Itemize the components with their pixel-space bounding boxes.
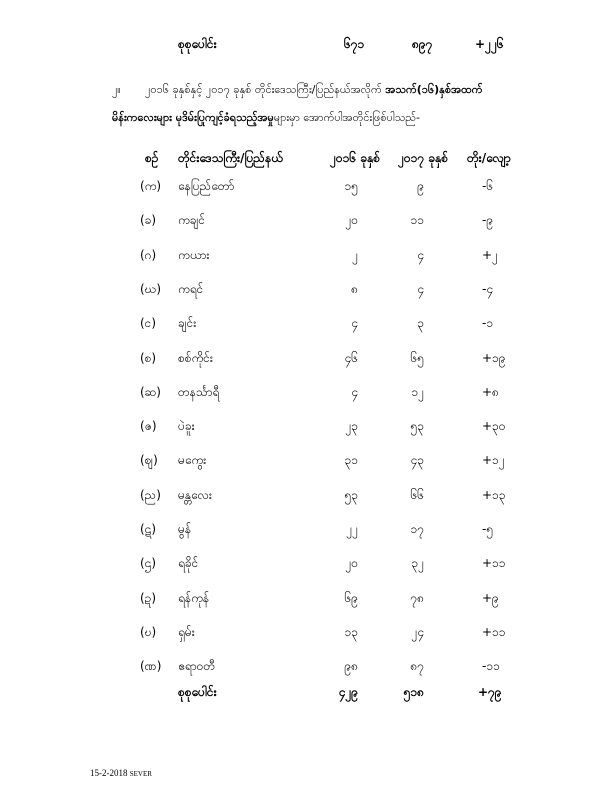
row-region: မန္တလေး [178, 488, 212, 502]
row-region: ရှမ်း [178, 625, 195, 639]
row-2017: ၆၆ [410, 488, 424, 502]
row-2017: ၄ [417, 248, 424, 262]
row-number: (ဏ) [140, 659, 162, 673]
row-2017: ၃၂ [411, 556, 424, 570]
row-2016: ၁၅ [344, 179, 358, 193]
row-2016: ၅၃ [344, 488, 358, 502]
row-2016: ၄ [351, 316, 358, 330]
header-no: စဉ် [145, 151, 159, 165]
row-2016: ၃၁ [344, 453, 358, 467]
row-number: (ဋ) [140, 522, 157, 536]
total-change: +၇၉ [478, 685, 502, 699]
top-total-2016: ၆၇၁ [344, 37, 365, 51]
footer [90, 768, 152, 778]
header-change: တိုး/လျော့ [467, 151, 511, 165]
header-region: တိုင်းဒေသကြီး/ပြည်နယ် [178, 151, 283, 165]
row-region: နေပြည်တော် [178, 179, 235, 193]
section-line1-normal: ၂၀၁၆ ခုနှစ်နှင့် ၂၀၁၇ ခုနှစ် တိုင်းဒေသကြီး/ပြည်နယ်အလိုက် [145, 83, 382, 96]
row-2016: ၈ [351, 282, 358, 296]
row-change: +၈ [482, 385, 499, 399]
section-line1 [145, 83, 483, 99]
row-2017: ၉ [417, 179, 424, 193]
row-number: (ဂ) [140, 248, 157, 262]
row-2016: ၂၃ [345, 419, 358, 433]
row-region: ကယား [178, 248, 210, 262]
row-number: (င) [140, 316, 157, 330]
row-change: -၁၁ [482, 659, 500, 673]
row-2017: ၁၁ [410, 213, 424, 227]
row-number: (ဌ) [140, 556, 157, 570]
row-change: +၉ [482, 591, 499, 605]
row-region: မွန် [178, 522, 192, 536]
row-2017: ၆၅ [410, 351, 424, 365]
row-number: (ဇ) [140, 419, 157, 433]
row-region: ရန်ကုန် [178, 591, 210, 605]
top-total-change: +၂၂၆ [475, 37, 504, 51]
row-2016: ၂၀ [345, 556, 358, 570]
row-2017: ၄ [417, 282, 424, 296]
row-region: တနင်္သာရီ [178, 385, 220, 399]
row-region: ချင်း [178, 316, 197, 330]
row-number: (ခ) [140, 213, 157, 227]
row-number: (ဃ) [140, 282, 162, 296]
row-2016: ၄ [351, 385, 358, 399]
total-2017: ၅၁၈ [403, 685, 424, 699]
top-total-2017: ၈၉၇ [412, 37, 433, 51]
header-2016: ၂၀၁၆ ခုနှစ် [330, 151, 381, 165]
total-2016: ၄၂၉ [338, 685, 358, 699]
row-2016: ၂ [352, 248, 358, 262]
row-change: +၁၉ [482, 351, 506, 365]
row-2016: ၄၆ [344, 351, 358, 365]
row-change: -၆ [482, 179, 494, 193]
row-change: +၂ [482, 248, 498, 262]
row-number: (ဍ) [140, 591, 157, 605]
header-2017: ၂၀၁၇ ခုနှစ် [398, 151, 449, 165]
row-region: မကွေး [178, 453, 207, 467]
total-label: စုစုပေါင်း [178, 685, 217, 699]
row-2016: ၁၃ [344, 625, 358, 639]
row-change: +၃၀ [482, 419, 506, 433]
row-2017: ၁၂ [411, 385, 424, 399]
row-number: (ဈ) [140, 453, 158, 467]
row-region: ရခိုင် [178, 556, 199, 570]
row-2017: ၁၇ [410, 522, 424, 536]
row-change: -၅ [482, 522, 494, 536]
row-2017: ၇၈ [410, 591, 424, 605]
row-change: +၁၃ [482, 488, 506, 502]
footer-date: 15-2-2018 [90, 768, 128, 778]
top-total-label: စုစုပေါင်း [178, 37, 217, 51]
section-number: ၂။ [112, 83, 121, 96]
row-region: စစ်ကိုင်း [178, 351, 213, 365]
row-number: (ဎ) [140, 625, 157, 639]
row-number: (ဆ) [140, 385, 161, 399]
row-2016: ၆၉ [344, 591, 358, 605]
row-change: +၁၁ [482, 625, 506, 639]
row-2017: ၈၇ [410, 659, 424, 673]
section-line2-bold: မိန်းကလေးများ မုဒိမ်းပြုကျင့်ခံရသည့်အမှု [112, 111, 274, 124]
row-region: ပဲခူး [178, 419, 195, 433]
row-region: ဧရာဝတီ [178, 659, 215, 673]
row-change: -၄ [482, 282, 494, 296]
section-line2-normal: များမှာ အောက်ပါအတိုင်းဖြစ်ပါသည်- [273, 111, 420, 124]
row-change: +၁၂ [482, 453, 505, 467]
row-2016: ၂၂ [346, 522, 358, 536]
row-2016: ၉၈ [344, 659, 358, 673]
row-region: ကချင် [178, 213, 206, 227]
row-number: (ည) [140, 488, 161, 502]
footer-tag: SEVER [129, 770, 152, 778]
row-number: (က) [140, 179, 162, 193]
row-2017: ၂၄ [411, 625, 424, 639]
row-change: -၉ [482, 213, 494, 227]
row-2017: ၃ [417, 316, 424, 330]
row-change: -၁ [482, 316, 494, 330]
row-2016: ၂၀ [345, 213, 358, 227]
row-region: ကရင် [178, 282, 204, 296]
row-number: (စ) [140, 351, 157, 365]
section-line1-bold: အသက်(၁၆)နှစ်အထက် [385, 83, 483, 96]
row-change: +၁၁ [482, 556, 506, 570]
row-2017: ၄၃ [410, 453, 424, 467]
section-line2 [112, 111, 420, 127]
row-2017: ၅၃ [410, 419, 424, 433]
